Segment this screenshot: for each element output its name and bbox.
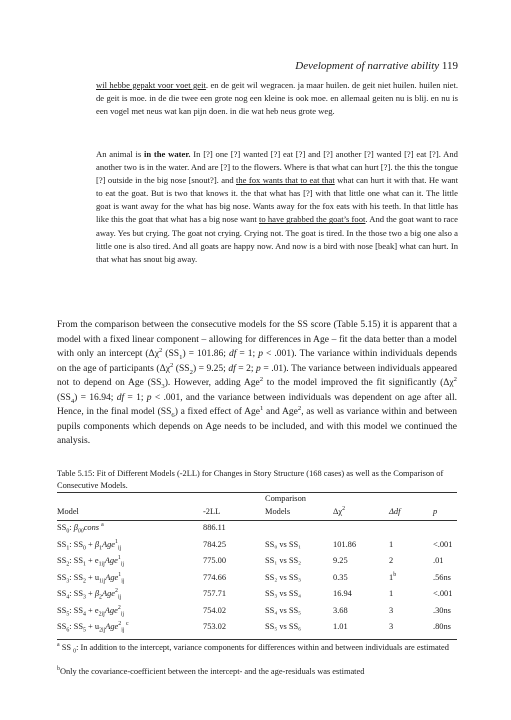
text-fragment: = .01). The variance between individuals appeared not to depend on Age (SS bbox=[57, 362, 457, 388]
text-fragment: 2 bbox=[453, 375, 457, 383]
text-fragment: 2 bbox=[297, 404, 302, 412]
header-model: Model bbox=[57, 507, 79, 516]
table-row bbox=[57, 573, 457, 585]
table-row bbox=[57, 622, 457, 634]
text-fragment: (SS bbox=[173, 362, 190, 374]
text-fragment: < .001, and the variance between individuals was dependent on age after all. Hence, in the final model (SS bbox=[57, 391, 457, 417]
quote-text: . And the goat want to race away. Yes but crying. The goat not crying. Crying not. The goat is tired. In the those two a big one also a little one is also tired. And all goats are happy now. And now is a bird with nose [beak] what can hurt. In that what has snout big away. bbox=[96, 214, 458, 264]
text-fragment: : In addition to the intercept, variance components for differences within and between individuals are estimated bbox=[76, 643, 449, 652]
table-row bbox=[57, 606, 457, 618]
table-note-a bbox=[57, 642, 457, 654]
text-fragment: < .001). The variance within individuals depends on the age of participants (Δχ bbox=[57, 348, 457, 374]
text-fragment: ). However, adding Age bbox=[164, 377, 260, 388]
text-fragment: (SS bbox=[57, 391, 71, 403]
text-fragment: df bbox=[228, 362, 236, 374]
table-rule-bottom bbox=[57, 639, 457, 640]
comparison-cell: SS₃ vs SS₄ bbox=[265, 589, 302, 598]
table-caption: Table 5.15: Fit of Different Models (-2LL) for Changes in Story Structure (168 cases) as well as the Comparison of Consecutive Models. bbox=[57, 469, 444, 491]
text-fragment: 1 bbox=[179, 353, 183, 361]
minus-2ll-cell: 757.71 bbox=[203, 589, 227, 598]
text-fragment: p bbox=[146, 391, 152, 403]
text-fragment: 2 bbox=[259, 375, 264, 383]
quote-text: . en de geit wil wegracen. ja maar huilen. de geit niet huilen. huilen niet. de geit is moe. in de die twee een grote nog een kleine is ook moe. en allemaal geiten nu is blij. en nu is een vogel met neus wat kan pijn doen. in die wat heb neus grote weg. bbox=[96, 80, 458, 117]
minus-2ll-cell: 784.25 bbox=[203, 539, 227, 549]
delta-chi-cell: 9.25 bbox=[333, 556, 348, 565]
model-cell: $SS_6$: $SS_5 + u_{2ij}Age^2_{ij}$ $^c$ bbox=[57, 621, 129, 634]
table-row bbox=[57, 540, 457, 552]
header-p: p bbox=[433, 507, 438, 516]
text-fragment: SS bbox=[59, 643, 74, 652]
delta-chi-cell: 101.86 bbox=[333, 539, 357, 549]
minus-2ll-cell: 753.02 bbox=[203, 622, 227, 631]
model-cell: $SS_2$: $SS_1 + e_{1ij}Age^1_{ij}$ bbox=[57, 555, 125, 568]
text-fragment: From the comparison between the consecutive models for the SS score (Table 5.15) it is apparent that a model with a fixed linear component – allowing for differences in Age – fit the data better than a model with only an intercept (Δχ bbox=[57, 319, 457, 359]
text-fragment: df bbox=[116, 391, 125, 403]
p-cell: .01 bbox=[433, 556, 444, 565]
table-rule-top bbox=[57, 492, 457, 493]
table-row bbox=[57, 523, 457, 535]
english-translation-quote bbox=[96, 148, 458, 266]
text-fragment: ) = 101.86; bbox=[182, 348, 229, 359]
model-cell: $SS_1$: $SS_0 + \beta_1Age^1_{ij}$ bbox=[57, 538, 122, 552]
minus-2ll-cell: 775.00 bbox=[203, 556, 227, 565]
text-fragment: ) = 16.94; bbox=[74, 391, 117, 403]
quote-text: what can hurt it with that. He want to eat the goat. But is two that knows it. the that what has [?] with that little one what can it. The little goat is want away for the what has big nose. Wants away for the fox eats with his teeth. In that little has like this the goat that what has a big nose want bbox=[96, 175, 458, 225]
quote-lead: An animal is bbox=[96, 149, 144, 159]
quote-text: In [?] one [?] wanted [?] eat [?] and [?] another [?] wanted [?] eat [?]. And another two is in the water. And are [?] to the flowers. Where is that what can hurt [?]. the this the tongue [?] outside in the big nose [snout?]. and bbox=[96, 149, 458, 186]
bold-phrase: in the water. bbox=[143, 149, 191, 159]
text-fragment: a bbox=[57, 642, 60, 649]
text-fragment: 2 bbox=[189, 368, 193, 376]
text-fragment: 2 bbox=[158, 346, 163, 354]
delta-df-cell: 1 bbox=[389, 589, 394, 598]
delta-df-cell: 1$^b$ bbox=[389, 571, 397, 582]
header-delta-chi bbox=[333, 507, 345, 516]
text-fragment: Only the covariance-coefficient between the intercept- and the age-residuals was estimated bbox=[59, 667, 365, 676]
dutch-transcript-quote bbox=[96, 79, 458, 118]
running-head-title: Development of narrative ability bbox=[295, 60, 440, 72]
text-fragment: (SS bbox=[162, 348, 180, 359]
text-fragment: ) a fixed effect of Age bbox=[174, 406, 261, 417]
model-cell: $SS_5$: $SS_4 + e_{2ij}Age^2_{ij}$ bbox=[57, 604, 125, 618]
header-delta-df: Δdf bbox=[389, 507, 401, 516]
text-fragment: = 1; bbox=[124, 391, 147, 403]
model-cell: $SS_0$: $\beta_{00}cons$ $^a$ bbox=[57, 522, 104, 535]
table-note-b bbox=[57, 666, 457, 678]
delta-chi-cell: 3.68 bbox=[333, 605, 348, 615]
delta-chi-cell: 1.01 bbox=[333, 622, 348, 631]
text-fragment: p bbox=[258, 348, 263, 359]
model-cell: $SS_4$: $SS_3 + \beta_2Age^2_{ij}$ bbox=[57, 588, 122, 601]
delta-df-cell: 3 bbox=[389, 605, 394, 615]
p-cell: .80ns bbox=[433, 622, 451, 631]
text-fragment: b bbox=[57, 666, 60, 673]
header-models: Models bbox=[265, 507, 291, 516]
comparison-cell: SS₄ vs SS₅ bbox=[265, 605, 302, 615]
text-fragment: 3 bbox=[161, 382, 165, 390]
minus-2ll-cell: 774.66 bbox=[203, 572, 227, 582]
text-fragment: = 2; bbox=[235, 362, 257, 374]
comparison-cell: SS₂ vs SS₃ bbox=[265, 572, 302, 582]
text-fragment: 2 bbox=[169, 361, 174, 369]
p-cell: <.001 bbox=[433, 589, 453, 598]
text-fragment: p bbox=[256, 362, 261, 374]
model-cell: $SS_3$: $SS_2 + u_{1ij}Age^1_{ij}$ bbox=[57, 571, 125, 585]
text-fragment: df bbox=[228, 348, 237, 359]
underlined-phrase: to have grabbed the goat’s foot bbox=[258, 214, 366, 225]
text-fragment: 0 bbox=[73, 648, 77, 655]
table-row bbox=[57, 556, 457, 568]
text-fragment: 4 bbox=[70, 397, 75, 405]
minus-2ll-cell: 886.11 bbox=[203, 523, 226, 532]
running-head bbox=[0, 60, 458, 72]
delta-chi-cell: 16.94 bbox=[333, 589, 352, 598]
comparison-cell: SS₅ vs SS₆ bbox=[265, 622, 302, 631]
comparison-cell: SS₀ vs SS₁ bbox=[265, 539, 302, 549]
underlined-phrase: wil hebbe gepakt voor voet geit bbox=[96, 80, 206, 90]
p-cell: .56ns bbox=[433, 572, 451, 582]
text-fragment: to the model improved the fit significantly (Δχ bbox=[263, 377, 454, 388]
table-rule-mid bbox=[57, 520, 457, 521]
text-fragment: 6 bbox=[171, 411, 175, 419]
p-cell: .30ns bbox=[433, 605, 451, 615]
text-fragment: 2 bbox=[342, 506, 346, 513]
delta-df-cell: 2 bbox=[389, 556, 394, 565]
header-minus-2ll: -2LL bbox=[203, 507, 221, 516]
comparison-cell: SS₁ vs SS₂ bbox=[265, 556, 302, 565]
delta-df-cell: 3 bbox=[389, 622, 394, 631]
minus-2ll-cell: 754.02 bbox=[203, 605, 227, 615]
p-cell: <.001 bbox=[433, 539, 453, 549]
text-fragment: ) = 9.25; bbox=[192, 362, 229, 374]
text-fragment: = 1; bbox=[236, 348, 259, 359]
delta-chi-cell: 0.35 bbox=[333, 572, 348, 582]
text-fragment: , as well as variance within and between pupils components which depends on Age needs to be included, and with this model we continued the analysis. bbox=[57, 406, 457, 446]
text-fragment: 1 bbox=[260, 404, 264, 412]
table-row bbox=[57, 589, 457, 601]
text-fragment: Δχ bbox=[333, 507, 343, 516]
table-header-row bbox=[57, 507, 457, 519]
results-paragraph bbox=[57, 318, 457, 449]
comparison-group-header: Comparison bbox=[265, 494, 306, 503]
text-fragment: and Age bbox=[263, 406, 298, 417]
delta-df-cell: 1 bbox=[389, 539, 394, 549]
underlined-phrase: the fox wants that to eat that bbox=[236, 175, 335, 186]
page-number: 119 bbox=[441, 60, 458, 72]
